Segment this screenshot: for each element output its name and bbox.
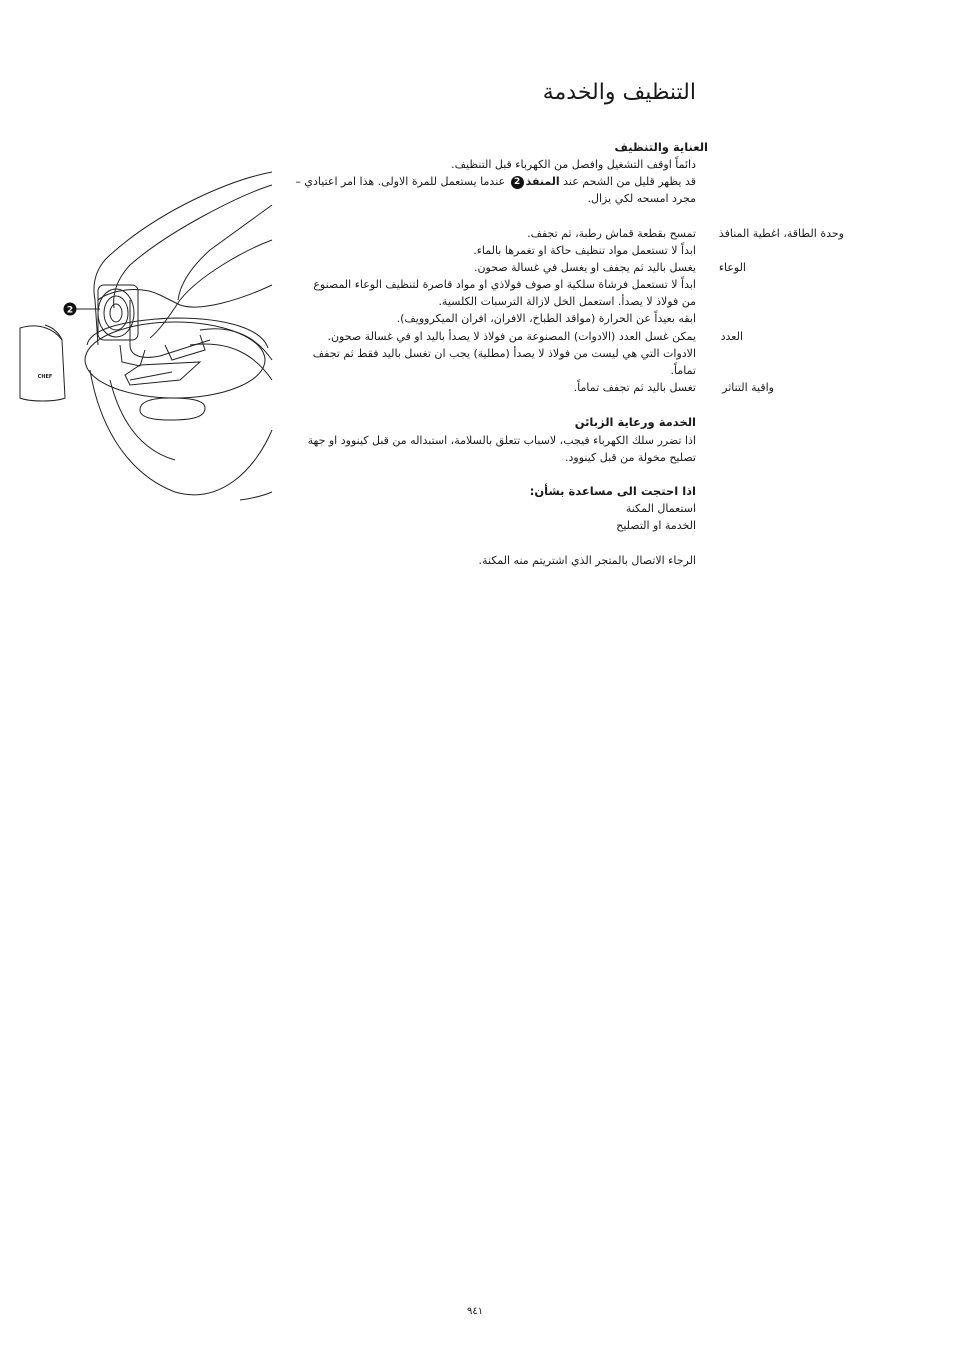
outlet-number-icon: 2 (511, 176, 524, 189)
item-text-splash-guard-1: تغسل باليد ثم تجفف تماماً. (573, 381, 696, 394)
item-text-bowl-3: من فولاذ لا يصدأ. استعمل الخل لازالة الترسبات الكلسية. (438, 295, 696, 308)
care-line-3: مجرد امسحه لكي يزال. (587, 192, 696, 205)
item-label-power-unit: وحدة الطاقة، اغطية المنافذ (718, 227, 844, 240)
svg-text:2: 2 (66, 305, 74, 316)
service-heading: الخدمة ورعاية الزبائن (574, 415, 696, 429)
item-text-tools-3: تماماً. (670, 364, 696, 377)
care-heading: العناية والتنظيف (614, 140, 708, 154)
help-contact: الرجاء الاتصال بالمتجر الذي اشتريتم منه المكنة. (478, 554, 696, 567)
page-number: ٩٤١ (467, 1306, 484, 1317)
item-text-bowl-4: ابقه بعيداً عن الحرارة (مواقد الطباخ، الافران، افران الميكروويف). (396, 312, 696, 325)
svg-text:CHEF: CHEF (37, 374, 53, 380)
help-heading: اذا احتجت الى مساعدة بشأن: (529, 484, 696, 498)
service-line-1: اذا تضرر سلك الكهرباء فيجب، لاسباب تتعلق بالسلامة، استبداله من قبل كينوود او جهة (307, 434, 696, 447)
item-label-splash-guard: واقية التناثر (722, 381, 774, 394)
item-text-tools-1: يمكن غسل العدد (الادوات) المصنوعة من فولاذ لا يصدأ باليد او في غسالة صحون. (327, 330, 696, 343)
care-line-1: دائماً اوقف التشغيل وافصل من الكهرباء قبل التنظيف. (451, 158, 696, 171)
care-line-2-start: قد يظهر قليل من الشحم عند (559, 175, 696, 188)
item-label-bowl: الوعاء (718, 261, 746, 274)
page-title: التنظيف والخدمة (542, 80, 696, 105)
care-line-2 (295, 173, 696, 190)
item-text-bowl-1: يغسل باليد ثم يجفف او يغسل في غسالة صحون. (473, 261, 696, 274)
care-line-2-end: عندما يستعمل للمرة الاولى. هذا امر اعتيادي – (295, 175, 509, 188)
outlet-label: المنفذ (525, 175, 560, 188)
service-line-2: تصليح مخولة من قبل كينوود. (564, 451, 696, 464)
item-label-tools: العدد (720, 330, 743, 343)
item-text-power-unit-2: ابداً لا تستعمل مواد تنظيف حاكة او تغمرها بالماء. (473, 244, 696, 257)
item-text-tools-2: الادوات التي هي ليست من فولاذ لا يصدأ (مطلية) يجب ان تغسل باليد فقط ثم تجفف (312, 347, 696, 360)
help-item-usage: استعمال المكنة (625, 502, 696, 515)
item-text-bowl-2: ابداً لا تستعمل فرشاة سلكية او صوف فولاذي او مواد قاصرة لتنظيف الوعاء المصنوع (313, 278, 696, 291)
item-text-power-unit-1: تمسح بقطعة قماش رطبة، ثم تجفف. (527, 227, 696, 240)
help-item-service: الخدمة او التصليح (616, 519, 696, 532)
